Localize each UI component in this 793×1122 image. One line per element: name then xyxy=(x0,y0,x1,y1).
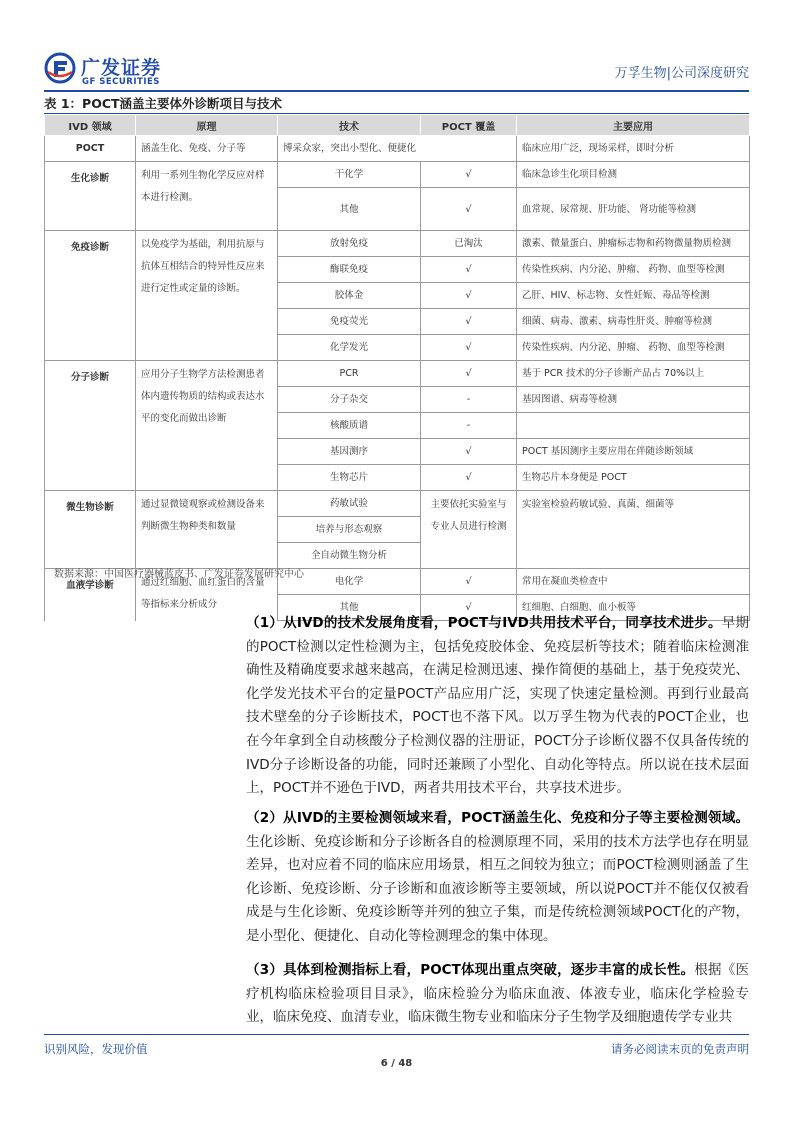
cell-tech: 其他 xyxy=(278,188,421,231)
cell-application: 乙肝、HIV、标志物、女性妊娠、毒品等检测 xyxy=(517,283,750,309)
cell-domain: 血液学诊断 xyxy=(45,569,136,621)
cell-cover: 主要依托实验室与专业人员进行检测 xyxy=(421,491,517,569)
cell-application: 细菌、病毒、激素、病毒性肝炎、肿瘤等检测 xyxy=(517,309,750,335)
cell-application: 红细胞、白细胞、血小板等 xyxy=(517,595,750,621)
cell-domain: 分子诊断 xyxy=(45,361,136,491)
cell-tech: 酶联免疫 xyxy=(278,257,421,283)
cell-tech: 其他 xyxy=(278,595,421,621)
report-title: 万孚生物|公司深度研究 xyxy=(614,66,749,81)
cell-tech: 全自动微生物分析 xyxy=(278,543,421,569)
cell-cover: √ xyxy=(421,283,517,309)
table-source: 数据来源：中国医疗器械蓝皮书、广发证券发展研究中心 xyxy=(54,569,304,580)
cell-application: 基于 PCR 技术的分子诊断产品占 70%以上 xyxy=(517,361,750,387)
cell-application: 激素、微量蛋白、肿瘤标志物和药物微量物质检测 xyxy=(517,231,750,257)
paragraph-2-text: 生化诊断、免疫诊断和分子诊断各自的检测原理不同，采用的技术方法学也存在明显差异，也对应着不同的临床应用场景，相互之间较为独立；而POCT检测则涵盖了生化诊断、免疫诊断、分子诊断和血液诊断等主要领域，所以说POCT并不能仅仅被看成是与生化诊断、免疫诊断等并列的独立子集，而是传统检测领域POCT化的产物，是小型化、便捷化、自动化等检测理念的集中体现。 xyxy=(246,833,749,944)
cell-cover: 已淘汰 xyxy=(421,231,517,257)
cell-cover: √ xyxy=(421,309,517,335)
header-main-application: 主要应用 xyxy=(517,115,750,136)
cell-cover: √ xyxy=(421,569,517,595)
cell-tech: 干化学 xyxy=(278,162,421,188)
cell-cover: √ xyxy=(421,257,517,283)
cell-cover: √ xyxy=(421,361,517,387)
cell-application: 传染性疾病、内分泌、肿瘤、 药物、血型等检测 xyxy=(517,257,750,283)
cell-application: 临床应用广泛，现场采样，即时分析 xyxy=(517,136,750,162)
header-poct-coverage: POCT 覆盖 xyxy=(421,115,517,136)
cell-application: 血常规、尿常规、肝功能、 肾功能等检测 xyxy=(517,188,750,231)
cell-cover: - xyxy=(421,413,517,439)
header-ivd-domain: IVD 领域 xyxy=(45,115,136,136)
table-title: 表 1：POCT涵盖主要体外诊断项目与技术 xyxy=(44,96,283,111)
cell-domain: POCT xyxy=(45,136,136,162)
cell-tech: 化学发光 xyxy=(278,335,421,361)
table-row xyxy=(45,136,750,162)
paragraph-3-text: 根据《医疗机构临床检验项目目录》，临床检验分为临床血液、体液专业，临床化学检验专业，临床免疫、血清专业，临床微生物专业和临床分子生物学及细胞遗传学专业共 xyxy=(246,962,749,1026)
cell-tech: 基因测序 xyxy=(278,439,421,465)
poct-ivd-table xyxy=(44,114,750,621)
cell-tech: 胶体金 xyxy=(278,283,421,309)
cell-tech: 电化学 xyxy=(278,569,421,595)
cell-principle: 利用一系列生物化学反应对样本进行检测。 xyxy=(136,162,278,231)
paragraph-3-heading: （3）具体到检测指标上看，POCT体现出重点突破，逐步丰富的成长性。 xyxy=(246,962,695,978)
cell-application: 生物芯片本身便是 POCT xyxy=(517,465,750,491)
cell-tech: PCR xyxy=(278,361,421,387)
cell-cover: √ xyxy=(421,595,517,621)
page-number: 6 / 48 xyxy=(380,1058,413,1069)
cell-cover: √ xyxy=(421,465,517,491)
table-row xyxy=(45,491,750,517)
cell-principle: 通过红细胞、血红蛋白的含量等指标来分析成分 xyxy=(136,569,278,621)
cell-domain: 免疫诊断 xyxy=(45,231,136,361)
cell-domain: 微生物诊断 xyxy=(45,491,136,569)
cell-domain: 生化诊断 xyxy=(45,162,136,231)
cell-application xyxy=(517,413,750,439)
cell-tech: 博采众家，突出小型化、便捷化 xyxy=(278,136,517,162)
cell-tech: 免疫荧光 xyxy=(278,309,421,335)
cell-principle: 应用分子生物学方法检测患者体内遗传物质的结构或表达水平的变化而做出诊断 xyxy=(136,361,278,491)
cell-cover: √ xyxy=(421,162,517,188)
paragraph-2 xyxy=(246,807,749,949)
cell-cover: √ xyxy=(421,335,517,361)
cell-tech: 培养与形态观察 xyxy=(278,517,421,543)
paragraph-2-heading: （2）从IVD的主要检测领域来看，POCT涵盖生化、免疫和分子等主要检测领域。 xyxy=(246,810,749,826)
table-row xyxy=(45,361,750,387)
cell-application: POCT 基因测序主要应用在伴随诊断领域 xyxy=(517,439,750,465)
cell-principle: 通过显微镜观察或检测设备来判断微生物种类和数量 xyxy=(136,491,278,569)
cell-principle: 涵盖生化、免疫、分子等 xyxy=(136,136,278,162)
header-principle: 原理 xyxy=(136,115,278,136)
table-row xyxy=(45,231,750,257)
cell-application: 传染性疾病、内分泌、肿瘤、 药物、血型等检测 xyxy=(517,335,750,361)
page-header xyxy=(44,50,749,90)
cell-tech: 核酸质谱 xyxy=(278,413,421,439)
cell-principle: 以免疫学为基础，利用抗原与抗体互相结合的特异性反应来进行定性或定量的诊断。 xyxy=(136,231,278,361)
cell-cover: √ xyxy=(421,188,517,231)
cell-application: 常用在凝血类检查中 xyxy=(517,569,750,595)
paragraph-3 xyxy=(246,959,749,1030)
cell-application: 临床急诊生化项目检测 xyxy=(517,162,750,188)
cell-cover: √ xyxy=(421,439,517,465)
cell-application: 实验室检验药敏试验、真菌、细菌等 xyxy=(517,491,750,569)
cell-tech: 放射免疫 xyxy=(278,231,421,257)
header-technology: 技术 xyxy=(278,115,421,136)
cell-tech: 分子杂交 xyxy=(278,387,421,413)
logo-chinese-name: 广发证券 xyxy=(81,57,162,79)
cell-application: 基因图谱、病毒等检测 xyxy=(517,387,750,413)
cell-tech: 药敏试验 xyxy=(278,491,421,517)
paragraph-1-heading: （1）从IVD的技术发展角度看，POCT与IVD共用技术平台，同享技术进步。 xyxy=(246,615,722,631)
paragraph-1-text: 早期的POCT检测以定性检测为主，包括免疫胶体金、免疫层析等技术；随着临床检测准确性及精确度要求越来越高，在满足检测迅速、操作简便的基础上，基于免疫荧光、化学发光技术平台的定量POCT产品应用广泛，实现了快速定量检测。再到行业最高技术壁垒的分子诊断技术，POCT也不落下风。以万孚生物为代表的POCT企业，也在今年拿到全自动核酸分子检测仪器的注册证，POCT分子诊断仪器不仅具备传统的IVD分子诊断设备的功能，同时还兼顾了小型化、自动化等特点。所以说在技术层面上，POCT并不逊色于IVD，两者共用技术平台，共享技术进步。 xyxy=(246,615,750,797)
table-row xyxy=(45,162,750,188)
footer-divider xyxy=(44,1034,749,1035)
cell-cover: - xyxy=(421,387,517,413)
footer-slogan: 识别风险，发现价值 xyxy=(44,1042,148,1056)
footer-disclaimer: 请务必阅读末页的免责声明 xyxy=(611,1042,749,1056)
gf-logo-icon xyxy=(44,52,76,84)
table-header-row xyxy=(45,115,750,136)
header-divider xyxy=(44,90,749,92)
cell-tech: 生物芯片 xyxy=(278,465,421,491)
paragraph-1 xyxy=(246,612,749,801)
logo-english-name: GF SECURITIES xyxy=(82,77,160,87)
